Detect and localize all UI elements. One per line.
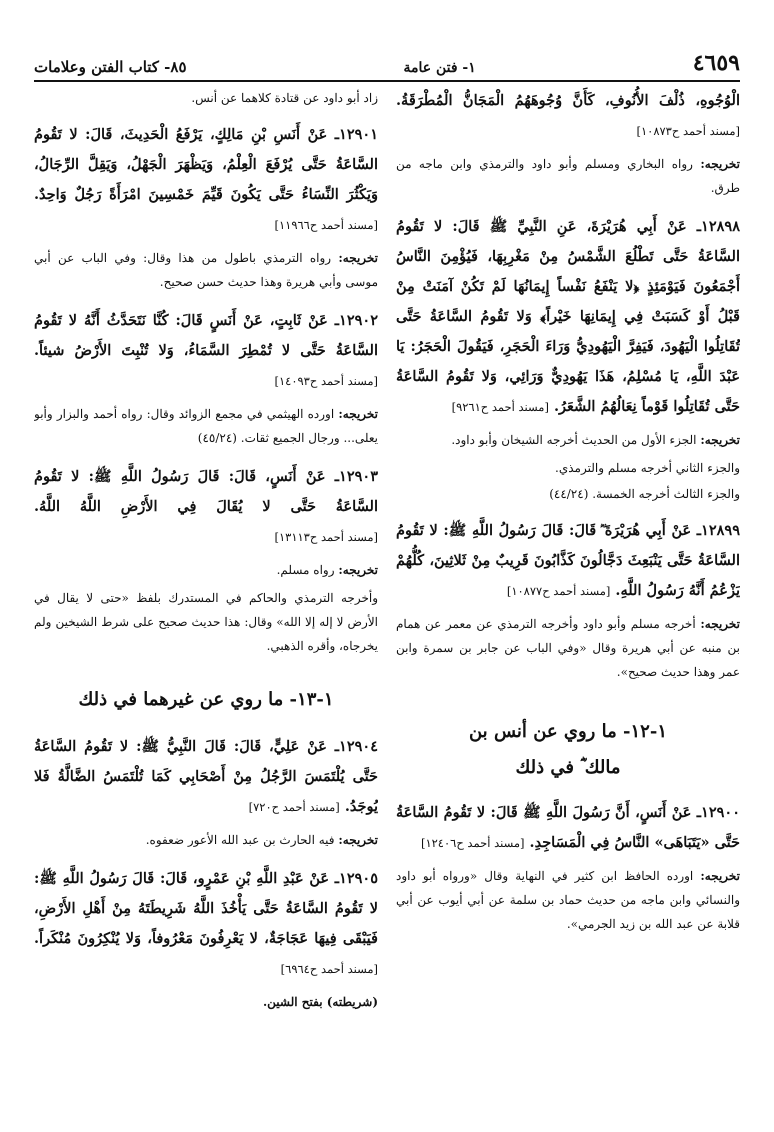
hadith-12903 (34, 462, 378, 552)
takhrij-paragraph (396, 152, 740, 200)
hadith-continuation (396, 86, 740, 146)
hadith-reference: [مسند أحمد ح١٤٠٩٣] (274, 374, 378, 388)
hadith-text: ١٢٩٠٥ـ عَنْ عَبْدِ اللَّهِ بْنِ عَمْرٍو، قَالَ: قَالَ رَسُولُ اللَّهِ ﷺ: لا تَقُومُ السَّاعَةُ حَتَّى يَأْخُذَ اللَّهُ شَرِيطَتَهُ مِنْ أَهْلِ الأَرْضِ، فَيَبْقَى فِيهَا عَجَاجَةٌ، لا يَعْرِفُونَ مَعْرُوفاً، وَلا يُنْكِرُونَ مُنْكَراً. (34, 870, 378, 947)
takhrij-paragraph (396, 864, 740, 936)
hadith-12905 (34, 864, 378, 984)
hadith-text: ١٢٩٠٢ـ عَنْ ثَابِتٍ، عَنْ أَنَسٍ قَالَ: كُنَّا نَتَحَدَّثُ أَنَّهُ لا تَقُومُ السَّاعَةُ حَتَّى لا تُمْطِرَ السَّمَاءُ، وَلا تُنْبِتَ الأَرْضُ شيئاً. (34, 312, 378, 359)
takhrij-note: والجزء الثالث أخرجه الخمسة. (٤٤/٢٤) (549, 487, 740, 501)
text-columns (34, 86, 740, 1102)
hadith-text: ١٢٩٠٠ـ عَنْ أَنَسٍ، أَنَّ رَسُولَ اللَّهِ ﷺ قَالَ: لا تَقُومُ السَّاعَةُ حَتَّى «يَتَبَاهَى» النَّاسُ فِي الْمَسَاجِدِ. (396, 804, 740, 851)
hadith-12900 (396, 798, 740, 858)
hadith-12901 (34, 120, 378, 240)
hadith-12898 (396, 212, 740, 422)
hadith-reference: [مسند أحمد ح١٠٨٧٣] (636, 124, 740, 138)
section-heading: ١-١٣- ما روي عن غيرهما في ذلك (78, 689, 334, 710)
chapter-title: ١- فتن عامة (403, 60, 476, 76)
hadith-reference: [مسند أحمد ح٦٩٦٤] (280, 962, 378, 976)
takhrij-text: اورده الحافظ ابن كثير في النهاية وقال «ورواه أبو داود والنسائي وابن ماجه من حديث حماد بن سلمة عن أبي أيوب عن أبي قلابة عن عبد الله بن زيد الجرمي». (396, 869, 740, 931)
left-column (34, 86, 378, 1102)
hadith-text: ١٢٨٩٩ـ عَنْ أَبِي هُرَيْرَةَ ؓ قَالَ: قَالَ رَسُولُ اللَّهِ ﷺ: لا تَقُومُ السَّاعَةُ حَتَّى يَنْبَعِثَ دَجَّالُونَ كَذَّابُونَ قَرِيبٌ مِنْ ثَلاثِينَ، كُلُّهُمْ يَزْعُمُ أَنَّهُ رَسُولُ اللَّهِ. (396, 522, 740, 599)
takhrij-label: تخريجه: (700, 617, 740, 631)
hadith-text: ١٢٩٠٤ـ عَنْ عَلِيٍّ، قَالَ: قَالَ النَّبِيُّ ﷺ: لا تَقُومُ السَّاعَةُ حَتَّى يُلْتَمَسَ الرَّجُلُ مِنْ أَصْحَابِي كَمَا تُلْتَمَسُ الضَّالَّةُ فَلا يُوجَدُ. (34, 738, 378, 815)
takhrij-note: والجزء الثاني أخرجه مسلم والترمذي. (555, 461, 740, 475)
intro-note: زاد أبو داود عن قتادة كلاهما عن أنس. (191, 91, 378, 105)
hadith-12899 (396, 516, 740, 606)
takhrij-text: رواه الترمذي باطول من هذا وقال: وفي الباب عن أبي موسى وأبي هريرة وهذا حديث حسن صحيح. (34, 251, 378, 289)
takhrij-label: تخريجه: (338, 407, 378, 421)
book-title: ٨٥- كتاب الفتن وعلامات (34, 58, 187, 76)
takhrij-label: تخريجه: (700, 157, 740, 171)
takhrij-paragraph (396, 428, 740, 452)
hadith-text: الْوُجُوهِ، ذُلْفَ الأُنُوفِ، كَأَنَّ وُجُوهَهُمُ الْمَجَانُّ الْمُطْرَقَةُ. (396, 92, 740, 109)
hadith-text: ١٢٩٠١ـ عَنْ أَنَسِ بْنِ مَالِكٍ، يَرْفَعُ الْحَدِيثَ، قَالَ: لا تَقُومُ السَّاعَةُ حَتَّى يُرْفَعَ الْعِلْمُ، وَيَظْهَرَ الْجَهْلُ، وَيَقِلَّ الرِّجَالُ، وَيَكْثُرَ النِّسَاءُ حَتَّى يَكُونَ قَيِّمَ خَمْسِينَ امْرَأَةً رَجُلٌ وَاحِدٌ. (34, 126, 378, 203)
page-header (34, 46, 740, 82)
takhrij-text: الجزء الأول من الحديث أخرجه الشيخان وأبو داود. (451, 433, 697, 447)
takhrij-text: اورده الهيثمي في مجمع الزوائد وقال: رواه أحمد والبزار وأبو يعلى... ورجال الجميع ثقات. (٤٥/٢٤) (34, 407, 378, 445)
right-column (396, 86, 740, 1102)
hadith-reference: [مسند أحمد ح١٠٨٧٧] (506, 584, 611, 598)
takhrij-paragraph (34, 558, 378, 582)
page-number: ٤٦٥٩ (692, 50, 740, 76)
hadith-reference: [مسند أحمد ح٧٢٠] (248, 800, 340, 814)
takhrij-paragraph (34, 246, 378, 294)
hadith-reference: [مسند أحمد ح٩٢٦١] (451, 400, 549, 414)
takhrij-text: أخرجه مسلم وأبو داود وأخرجه الترمذي عن معمر عن همام بن منبه عن أبي هريرة وقال «وفي الباب عن جابر بن سمرة وابن عمر وهذا حديث صحيح». (396, 617, 740, 679)
takhrij-label: تخريجه: (338, 563, 378, 577)
hadith-reference: [مسند أحمد ح١٣١١٣] (274, 530, 378, 544)
takhrij-text: رواه مسلم. (276, 563, 335, 577)
takhrij-paragraph (396, 612, 740, 684)
takhrij-text: فيه الحارث بن عبد الله الأعور ضعفوه. (145, 833, 335, 847)
footnote: (شريطته) بفتح الشين. (262, 995, 378, 1009)
hadith-text: ١٢٩٠٣ـ عَنْ أَنَسٍ، قَالَ: قَالَ رَسُولُ اللَّهِ ﷺ: لا تَقُومُ السَّاعَةُ حَتَّى لا يُقَالَ فِي الأَرْضِ اللَّهُ اللَّهُ. (34, 468, 378, 515)
hadith-12902 (34, 306, 378, 396)
hadith-text: ١٢٨٩٨ـ عَنْ أَبِي هُرَيْرَةَ، عَنِ النَّبِيِّ ﷺ قَالَ: لا تَقُومُ السَّاعَةُ حَتَّى تَطْلُعَ الشَّمْسُ مِنْ مَغْرِبِهَا، فَيُؤْمِنَ النَّاسُ أَجْمَعُونَ فَيَوْمَئِذٍ ﴿لا يَنْفَعُ نَفْساً إِيمَانُهَا لَمْ تَكُنْ آمَنَتْ مِنْ قَبْلُ أَوْ كَسَبَتْ فِي إِيمَانِهَا خَيْراً﴾ وَلا تَقُومُ السَّاعَةُ حَتَّى تُقَاتِلُوا الْيَهُودَ، فَيَفِرَّ الْيَهُودِيُّ وَرَاءَ الْحَجَرِ، فَيَقُولَ الْحَجَرُ: يَا عَبْدَ اللَّهِ، يَا مُسْلِمُ، هَذَا يَهُودِيٌّ وَرَائِي، وَلا تَقُومُ السَّاعَةُ حَتَّى تُقَاتِلُوا قَوْماً نِعَالُهُمُ الشَّعَرُ. (396, 218, 740, 415)
hadith-reference: [مسند أحمد ح١٢٤٠٦] (420, 836, 525, 850)
takhrij-label: تخريجه: (700, 869, 740, 883)
section-heading-line-2: مالك ؓ في ذلك (515, 757, 621, 778)
section-heading-line-1: ١-١٢- ما روي عن أنس بن (468, 721, 668, 742)
takhrij-label: تخريجه: (338, 833, 378, 847)
section-heading (396, 714, 740, 786)
hadith-reference: [مسند أحمد ح١١٩٦٦] (274, 218, 378, 232)
takhrij-paragraph (34, 828, 378, 852)
takhrij-text: رواه البخاري ومسلم وأبو داود والترمذي وابن ماجه من طرق. (396, 157, 740, 195)
takhrij-paragraph (34, 402, 378, 450)
takhrij-label: تخريجه: (338, 251, 378, 265)
takhrij-note: وأخرجه الترمذي والحاكم في المستدرك بلفظ «حتى لا يقال في الأرض لا إله إلا الله» وقال: هذا حديث صحيح على شرط الشيخين ولم يخرجاه، وأقره الذهبي. (34, 591, 378, 653)
hadith-12904 (34, 732, 378, 822)
takhrij-label: تخريجه: (700, 433, 740, 447)
